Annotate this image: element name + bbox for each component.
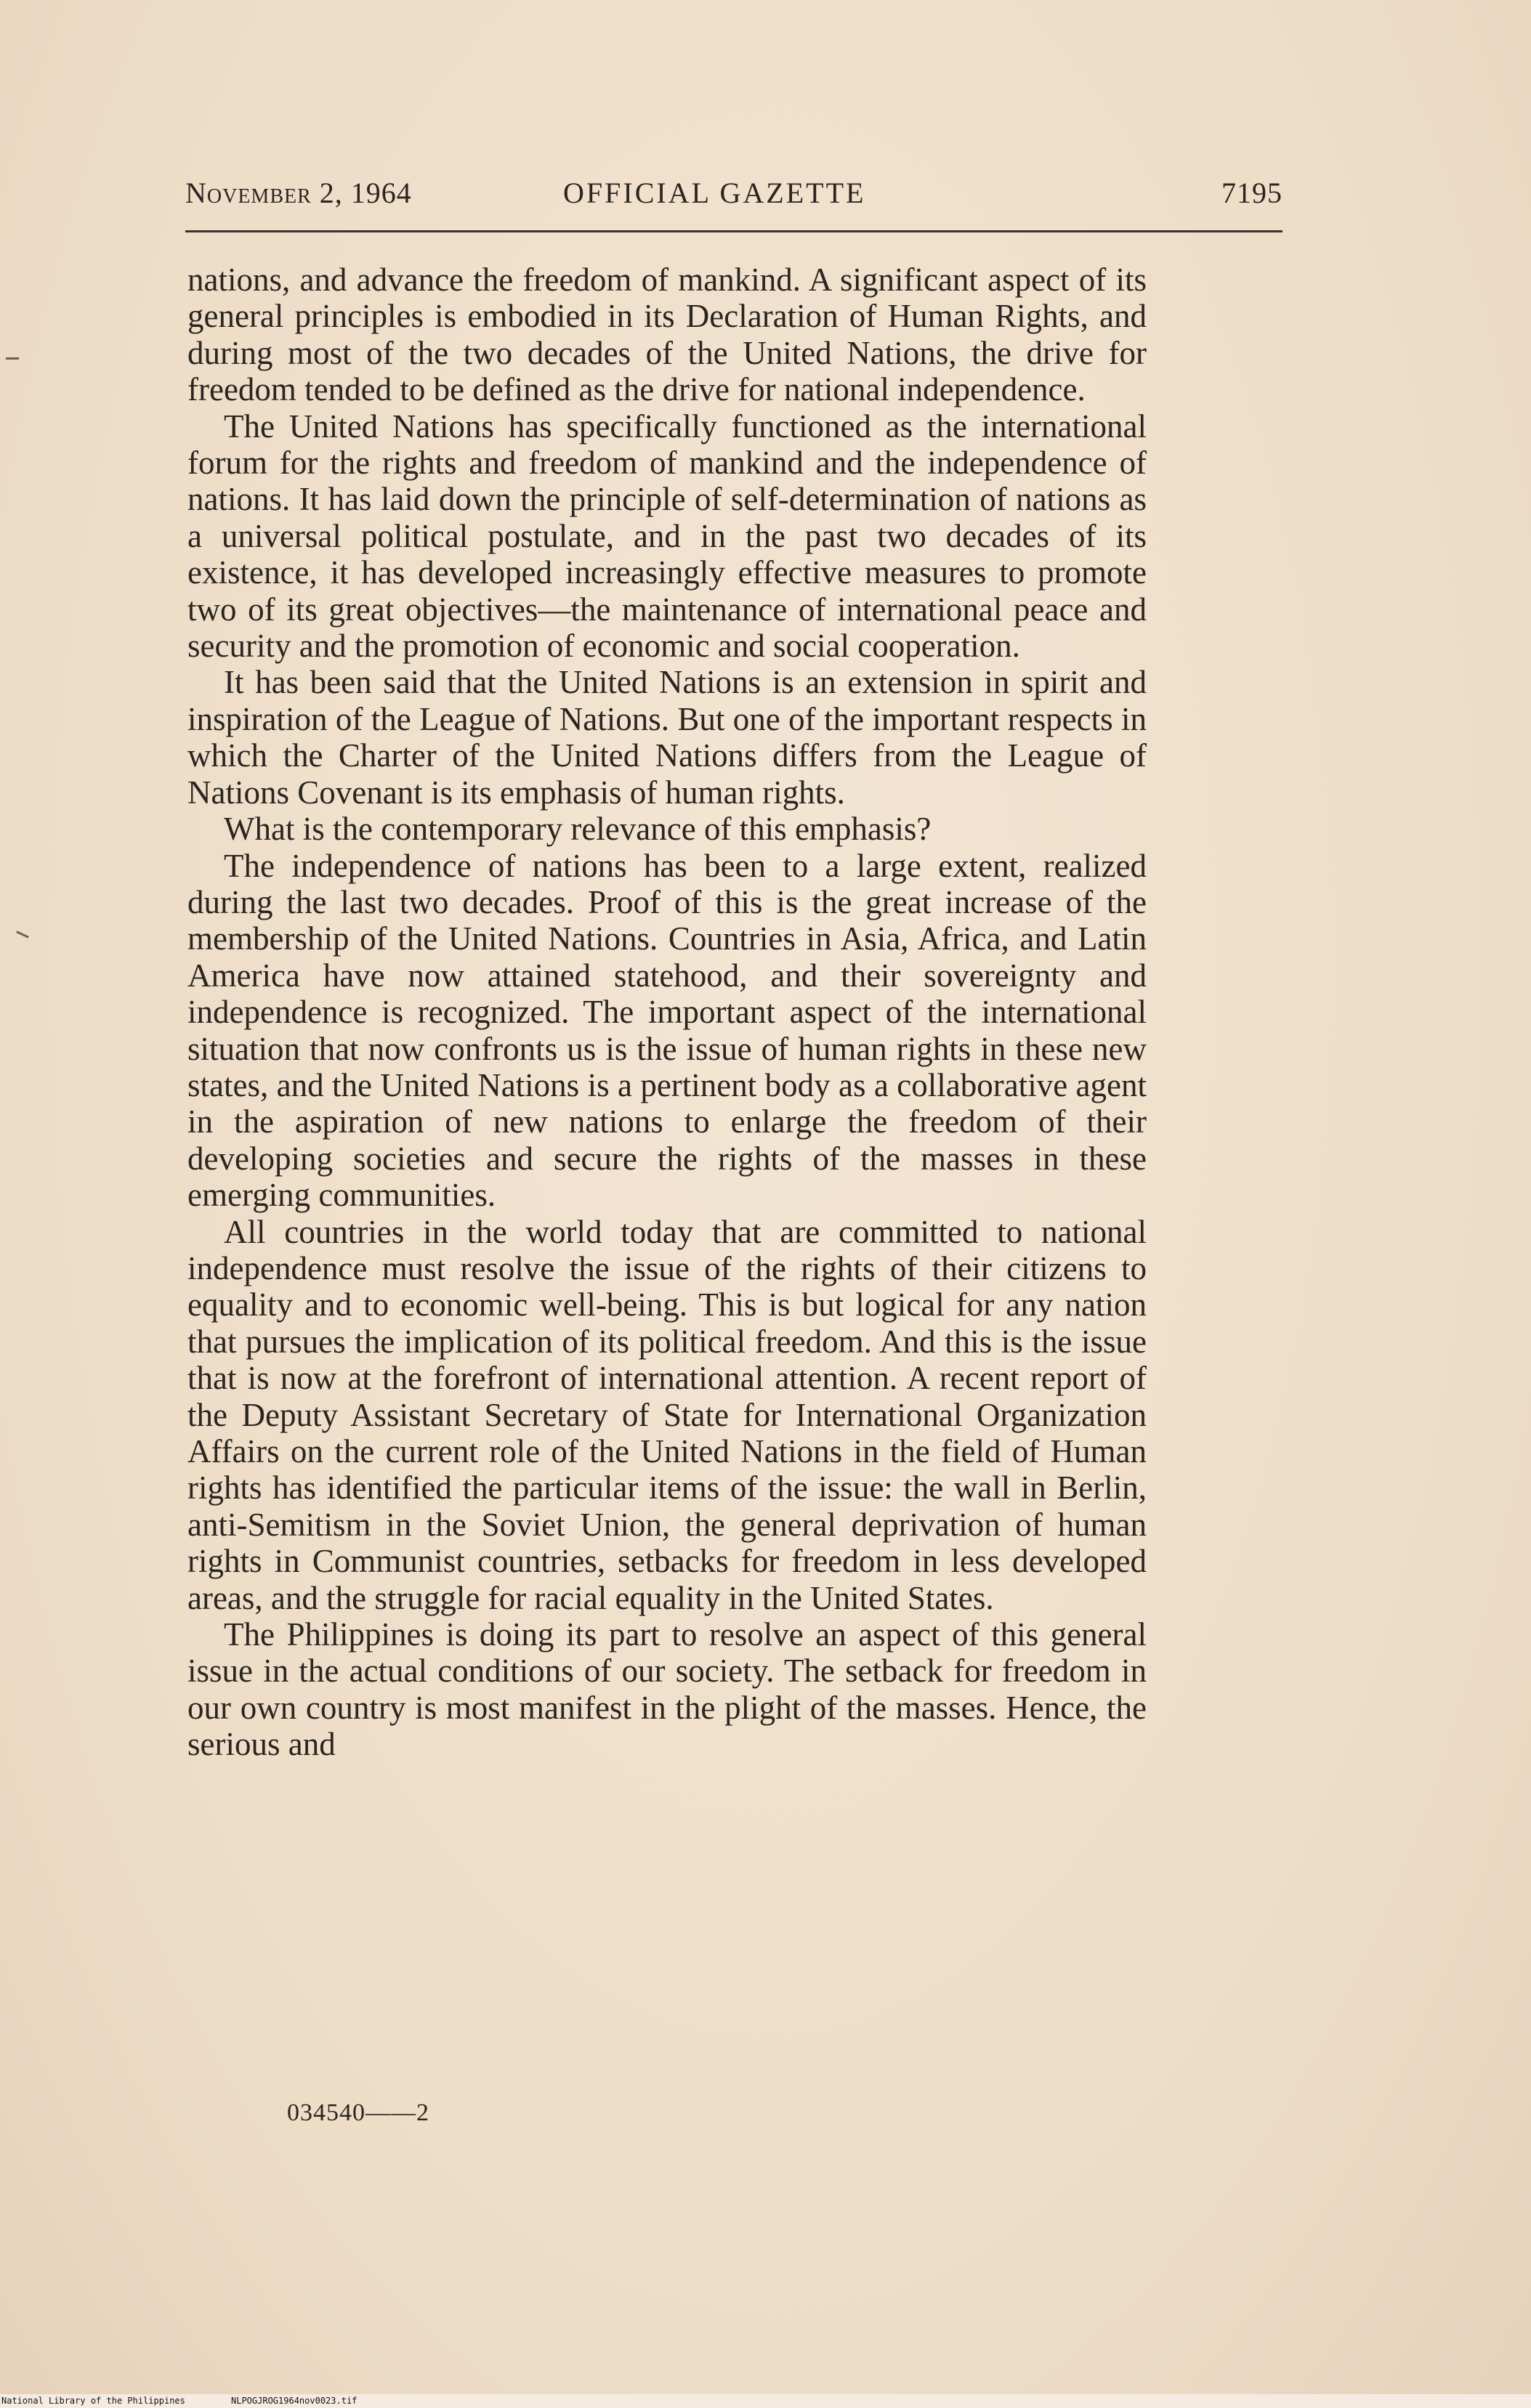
- paragraph: nations, and advance the freedom of mankind. A significant aspect of its general principles is embodied in its Declaration of Human Rights, and during most of the two decades of the United Nations, the drive for freedom tended to be defined as the drive for national independence.: [187, 262, 1147, 408]
- paragraph: It has been said that the United Nations is an extension in spirit and inspiration of the League of Nations. But one of the important respects in which the Charter of the United Nations differs from the League of Nations Covenant is its emphasis of human rights.: [187, 664, 1147, 811]
- header-date: November 2, 1964: [185, 177, 412, 209]
- page-number: 7195: [1221, 177, 1282, 209]
- paragraph: What is the contemporary relevance of this emphasis?: [224, 811, 932, 848]
- printer-code: 034540——2: [287, 2099, 429, 2126]
- paragraph: The United Nations has specifically functioned as the international forum for the rights and freedom of mankind and the independence of nations. It has laid down the principle of self-determination of nations as a universal political postulate, and in the past two decades of its existence, it has developed increasingly effective measures to promote two of its great objectives—the maintenance of international peace and security and the promotion of economic and social cooperation.: [187, 408, 1147, 665]
- paragraph: The independence of nations has been to a large extent, realized during the last two decades. Proof of this is the great increase of the membership of the United Nations. Countries in Asia, Africa, and Latin America have now attained statehood, and their sovereignty and independence is recognized. The important aspect of the international situation that now confronts us is the issue of human rights in these new states, and the United Nations is a pertinent body as a collaborative agent in the aspiration of new nations to enlarge the freedom of their developing societies and secure the rights of the masses in these emerging communities.: [187, 847, 1147, 1214]
- paragraph: The Philippines is doing its part to resolve an aspect of this general issue in the actual conditions of our society. The setback for freedom in our own country is most manifest in the plight of the masses. Hence, the serious and: [187, 1616, 1147, 1763]
- scan-library-label: National Library of the Philippines: [1, 2396, 185, 2406]
- scan-credit-bar: [0, 2394, 1531, 2408]
- scan-file-name: NLPOGJROG1964nov0023.tif: [231, 2396, 357, 2406]
- page-header: [185, 173, 1282, 216]
- article-body: [187, 262, 1147, 1763]
- margin-mark: [6, 357, 19, 360]
- margin-mark: [16, 931, 29, 938]
- header-rule: [185, 230, 1282, 232]
- paragraph: All countries in the world today that are committed to national independence must resolve the issue of the rights of their citizens to equality and to economic well-being. This is but logical for any nation that pursues the implication of its political freedom. And this is the issue that is now at the forefront of international attention. A recent report of the Deputy Assistant Secretary of State for International Organization Affairs on the current role of the United Nations in the field of Human rights has identified the particular items of the issue: the wall in Berlin, anti-Semitism in the Soviet Union, the general deprivation of human rights in Communist countries, setbacks for freedom in less developed areas, and the struggle for racial equality in the United States.: [187, 1213, 1147, 1616]
- header-title: OFFICIAL GAZETTE: [563, 177, 866, 209]
